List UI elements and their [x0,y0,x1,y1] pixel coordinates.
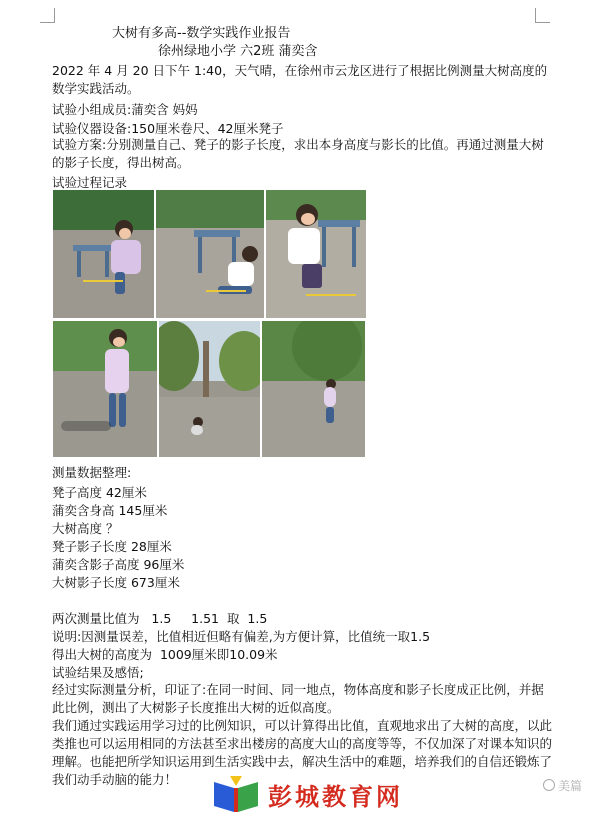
watermark-label: 美篇 [557,779,582,793]
experiment-photo-4 [53,321,157,457]
intro-paragraph: 2022 年 4 月 20 日下午 1:40，天气晴，在徐州市云龙区进行了根据比例测量大树高度的数学实践活动。 [52,63,548,96]
report-school-class: 徐州绿地小学 六2班 蒲奕含 [158,44,318,59]
experiment-photo-2 [156,190,264,318]
page-corner-mark-right [535,8,550,23]
experiment-photo-1 [53,190,154,318]
experiment-photo-6 [262,321,365,457]
conclusion-heading: 试验结果及感悟; [52,665,144,680]
data-line: 蒲奕含影子高度 96厘米 [52,557,185,572]
data-line: 蒲奕含身高 145厘米 [52,503,168,518]
result-line: 得出大树的高度为 1009厘米即10.09米 [52,647,278,662]
conclusion-paragraph-1: 经过实际测量分析，印证了:在同一时间、同一地点，物体高度和影子长度成正比例，并据此比例，测出了大树影子长度推出大树的近似高度。 [52,682,544,715]
process-heading: 试验过程记录 [52,175,128,190]
equipment-line: 试验仪器设备:150厘米卷尺、42厘米凳子 [52,121,284,136]
members-line: 试验小组成员:蒲奕含 妈妈 [52,102,198,117]
data-line: 凳子高度 42厘米 [52,485,147,500]
book-logo-icon [210,774,262,814]
experiment-photo-3 [266,190,366,318]
conclusion-paragraph-2: 我们通过实践运用学习过的比例知识，可以计算得出比值，直观地求出了大树的高度，以此类推也可以运用相同的方法甚至求出楼房的高度大山的高度等等，不仅加深了对课本知识的理解。也能把所学知识运用到生活实践中去，解决生活中的难题，培养我们的自信还锻炼了我们动手动脑的能力！ [52,718,553,787]
plan-paragraph: 试验方案:分别测量自己、凳子的影子长度，求出本身高度与影长的比值。再通过测量大树的影子长度，得出树高。 [52,137,544,170]
data-heading: 测量数据整理: [52,465,132,480]
page-corner-mark-left [40,8,55,23]
experiment-photo-5 [159,321,260,457]
site-name: 彭城教育网 [268,783,403,811]
watermark [543,777,582,794]
report-title: 大树有多高--数学实践作业报告 [112,26,291,41]
data-line: 凳子影子长度 28厘米 [52,539,172,554]
data-line: 大树高度 ？ [52,521,119,536]
data-line: 大树影子长度 673厘米 [52,575,180,590]
explanation-line: 说明:因测量误差，比值相近但略有偏差,为方便计算，比值统一取1.5 [52,629,431,644]
ratio-line: 两次测量比值为 1.5 1.51 取 1.5 [52,611,268,626]
meipian-icon [543,779,555,791]
